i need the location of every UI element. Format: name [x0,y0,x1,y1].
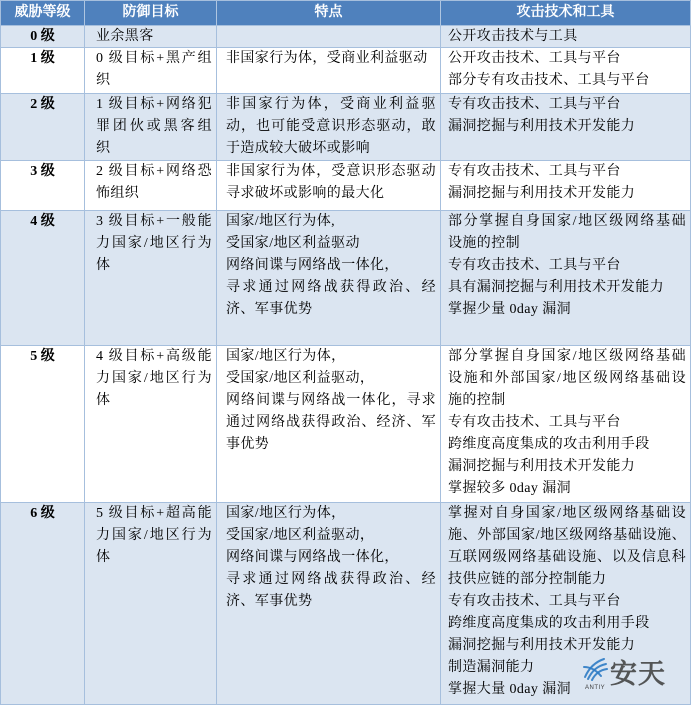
cell-text-line: 织 [96,141,111,156]
attack-techniques-cell [441,161,691,211]
cell-paragraph [226,161,436,205]
cell-paragraph [448,183,686,205]
cell-text-line: 1 级目标+网络犯 [96,97,212,112]
cell-paragraph [448,255,686,277]
cell-text-line: 互联网级网络基础设施、以及信息科 [448,550,686,565]
defense-target-cell [85,161,217,211]
table-row [1,211,691,346]
cell-text-line: 非国家行为体，受商业利益驱动 [226,51,428,66]
defense-target-cell [85,94,217,161]
cell-paragraph [448,161,686,183]
table-row [1,26,691,48]
cell-text-line: 国家/地区行为体, [226,214,335,229]
cell-paragraph [226,277,436,321]
cell-paragraph [448,277,686,299]
cell-text-line: 专有攻击技术、工具与平台 [448,97,621,112]
cell-text-line: 专有攻击技术、工具与平台 [448,415,621,430]
cell-text-line: 怖组织 [96,186,140,201]
cell-text-line: 专有攻击技术、工具与平台 [448,258,621,273]
cell-paragraph [448,412,686,434]
cell-text-line: 漏洞挖掘与利用技术开发能力 [448,638,636,653]
threat-level-cell: 0 级 [1,26,85,48]
header-characteristics: 特点 [217,1,441,26]
cell-text-line: 设施的控制 [448,236,520,251]
cell-text-line: 施的控制 [448,393,506,408]
threat-level-cell: 5 级 [1,346,85,503]
cell-paragraph [96,211,212,277]
cell-text-line: 漏洞挖掘与利用技术开发能力 [448,459,636,474]
cell-text-line: 4 级目标+高级能 [96,349,212,364]
cell-text-line: 0 级目标+黑产组 [96,51,212,66]
cell-text-line: 网络间谍与网络战一体化， [226,550,399,565]
cell-paragraph [226,503,436,525]
cell-text-line: 济、军事优势 [226,302,313,317]
cell-text-line: 公开攻击技术、工具与平台 [448,51,621,66]
characteristics-cell [217,346,441,503]
cell-text-line: 非国家行为体，受意识形态驱动 [226,164,436,179]
cell-text-line: 非国家行为体，受商业利益驱 [226,97,436,112]
threat-level-cell: 6 级 [1,503,85,705]
table-row [1,48,691,94]
cell-text-line: 国家/地区行为体， [226,349,346,364]
cell-text-line: 受国家/地区利益驱动， [226,371,375,386]
cell-paragraph [448,94,686,116]
cell-paragraph [226,48,436,70]
cell-text-line: 网络间谍与网络战一体化，寻求 [226,393,436,408]
cell-text-line: 5 级目标+超高能 [96,506,212,521]
cell-text-line: 漏洞挖掘与利用技术开发能力 [448,119,636,134]
cell-paragraph [226,346,436,368]
cell-text-line: 济、军事优势 [226,594,313,609]
cell-text-line: 专有攻击技术、工具与平台 [448,594,621,609]
header-defense-target: 防御目标 [85,1,217,26]
table-row [1,94,691,161]
defense-target-cell [85,503,217,705]
cell-text-line: 技供应链的部分控制能力 [448,572,607,587]
cell-paragraph [448,478,686,500]
threat-level-cell: 2 级 [1,94,85,161]
cell-text-line: 掌握少量 0day 漏洞 [448,302,572,317]
cell-paragraph [448,503,686,591]
threat-level-cell: 1 级 [1,48,85,94]
attack-techniques-cell [441,26,691,48]
header-attack-techniques: 攻击技术和工具 [441,1,691,26]
defense-target-cell [85,346,217,503]
threat-level-cell: 3 级 [1,161,85,211]
characteristics-cell [217,94,441,161]
cell-paragraph [226,525,436,547]
defense-target-cell [85,211,217,346]
cell-text-line: 罪团伙或黑客组 [96,119,212,134]
cell-text-line: 于造成较大破坏或影响 [226,141,370,156]
cell-text-line: 体 [96,393,111,408]
cell-text-line: 3 级目标+一般能 [96,214,212,229]
cell-paragraph [448,299,686,321]
cell-text-line: 施、外部国家/地区级网络基础设施、 [448,528,686,543]
cell-paragraph [448,456,686,478]
cell-paragraph [448,346,686,412]
cell-text-line: 事优势 [226,437,270,452]
cell-paragraph [96,346,212,412]
cell-text-line: 漏洞挖掘与利用技术开发能力 [448,186,636,201]
attack-techniques-cell [441,48,691,94]
characteristics-cell [217,503,441,705]
characteristics-cell [217,211,441,346]
cell-paragraph [226,94,436,160]
header-threat-level: 威胁等级 [1,1,85,26]
cell-text-line: 力国家/地区行为 [96,371,212,386]
cell-text-line: 部分掌握自身国家/地区级网络基础 [448,214,686,229]
cell-paragraph [448,70,686,92]
antiy-watermark [582,654,674,698]
attack-techniques-cell [441,94,691,161]
cell-text-line: 制造漏洞能力 [448,660,535,675]
cell-paragraph [226,255,436,277]
table-row [1,346,691,503]
cell-paragraph [96,503,212,569]
characteristics-cell [217,48,441,94]
cell-text-line: 设施和外部国家/地区级网络基础设 [448,371,686,386]
cell-paragraph [226,211,436,233]
antiy-logo-latin: ANTIY [585,685,606,691]
cell-text-line: 跨维度高度集成的攻击利用手段 [448,437,650,452]
cell-text-line: 寻求通过网络战获得政治、经 [226,280,436,295]
characteristics-cell [217,26,441,48]
cell-text-line: 寻求破坏或影响的最大化 [226,186,385,201]
cell-text-line: 掌握大量 0day 漏洞 [448,682,572,697]
cell-paragraph [448,613,686,635]
cell-text-line: 力国家/地区行为 [96,528,212,543]
cell-text-line: 2 级目标+网络恐 [96,164,212,179]
cell-text-line: 公开攻击技术与工具 [448,29,578,44]
cell-paragraph [226,233,436,255]
cell-paragraph [96,94,212,160]
cell-text-line: 通过网络战获得政治、经济、军 [226,415,436,430]
cell-text-line: 受国家/地区利益驱动， [226,528,375,543]
cell-text-line: 受国家/地区利益驱动 [226,236,360,251]
cell-paragraph [226,368,436,390]
cell-paragraph [448,48,686,70]
attack-techniques-cell [441,346,691,503]
table-header-row [1,1,691,26]
attack-techniques-cell [441,211,691,346]
cell-paragraph [96,161,212,205]
cell-text-line: 体 [96,258,111,273]
cell-text-line: 部分掌握自身国家/地区级网络基础 [448,349,686,364]
cell-text-line: 具有漏洞挖掘与利用技术开发能力 [448,280,664,295]
cell-paragraph [448,211,686,255]
cell-text-line: 专有攻击技术、工具与平台 [448,164,621,179]
cell-paragraph [226,390,436,456]
cell-paragraph [448,591,686,613]
cell-paragraph [226,547,436,569]
table-row [1,161,691,211]
cell-text-line: 力国家/地区行为 [96,236,212,251]
defense-target-cell [85,48,217,94]
cell-text-line: 寻求通过网络战获得政治、经 [226,572,436,587]
cell-paragraph [96,48,212,92]
cell-text-line: 业余黑客 [96,29,154,44]
cell-text-line: 体 [96,550,111,565]
cell-paragraph [96,26,212,48]
cell-paragraph [226,569,436,613]
cell-text-line: 织 [96,73,111,88]
cell-text-line: 国家/地区行为体， [226,506,346,521]
threat-level-cell: 4 级 [1,211,85,346]
cell-paragraph [448,26,686,48]
antiy-logo-icon [582,656,608,682]
table-body [1,26,691,705]
cell-paragraph [448,434,686,456]
cell-text-line: 动，也可能受意识形态驱动，敢 [226,119,436,134]
cell-text-line: 掌握对自身国家/地区级网络基础设 [448,506,686,521]
defense-target-cell [85,26,217,48]
cell-text-line: 掌握较多 0day 漏洞 [448,481,572,496]
cell-paragraph [448,116,686,138]
antiy-logo-text: 安天 [610,659,666,689]
cell-text-line: 跨维度高度集成的攻击利用手段 [448,616,650,631]
cell-text-line: 部分专有攻击技术、工具与平台 [448,73,650,88]
cell-text-line: 网络间谍与网络战一体化， [226,258,399,273]
characteristics-cell [217,161,441,211]
